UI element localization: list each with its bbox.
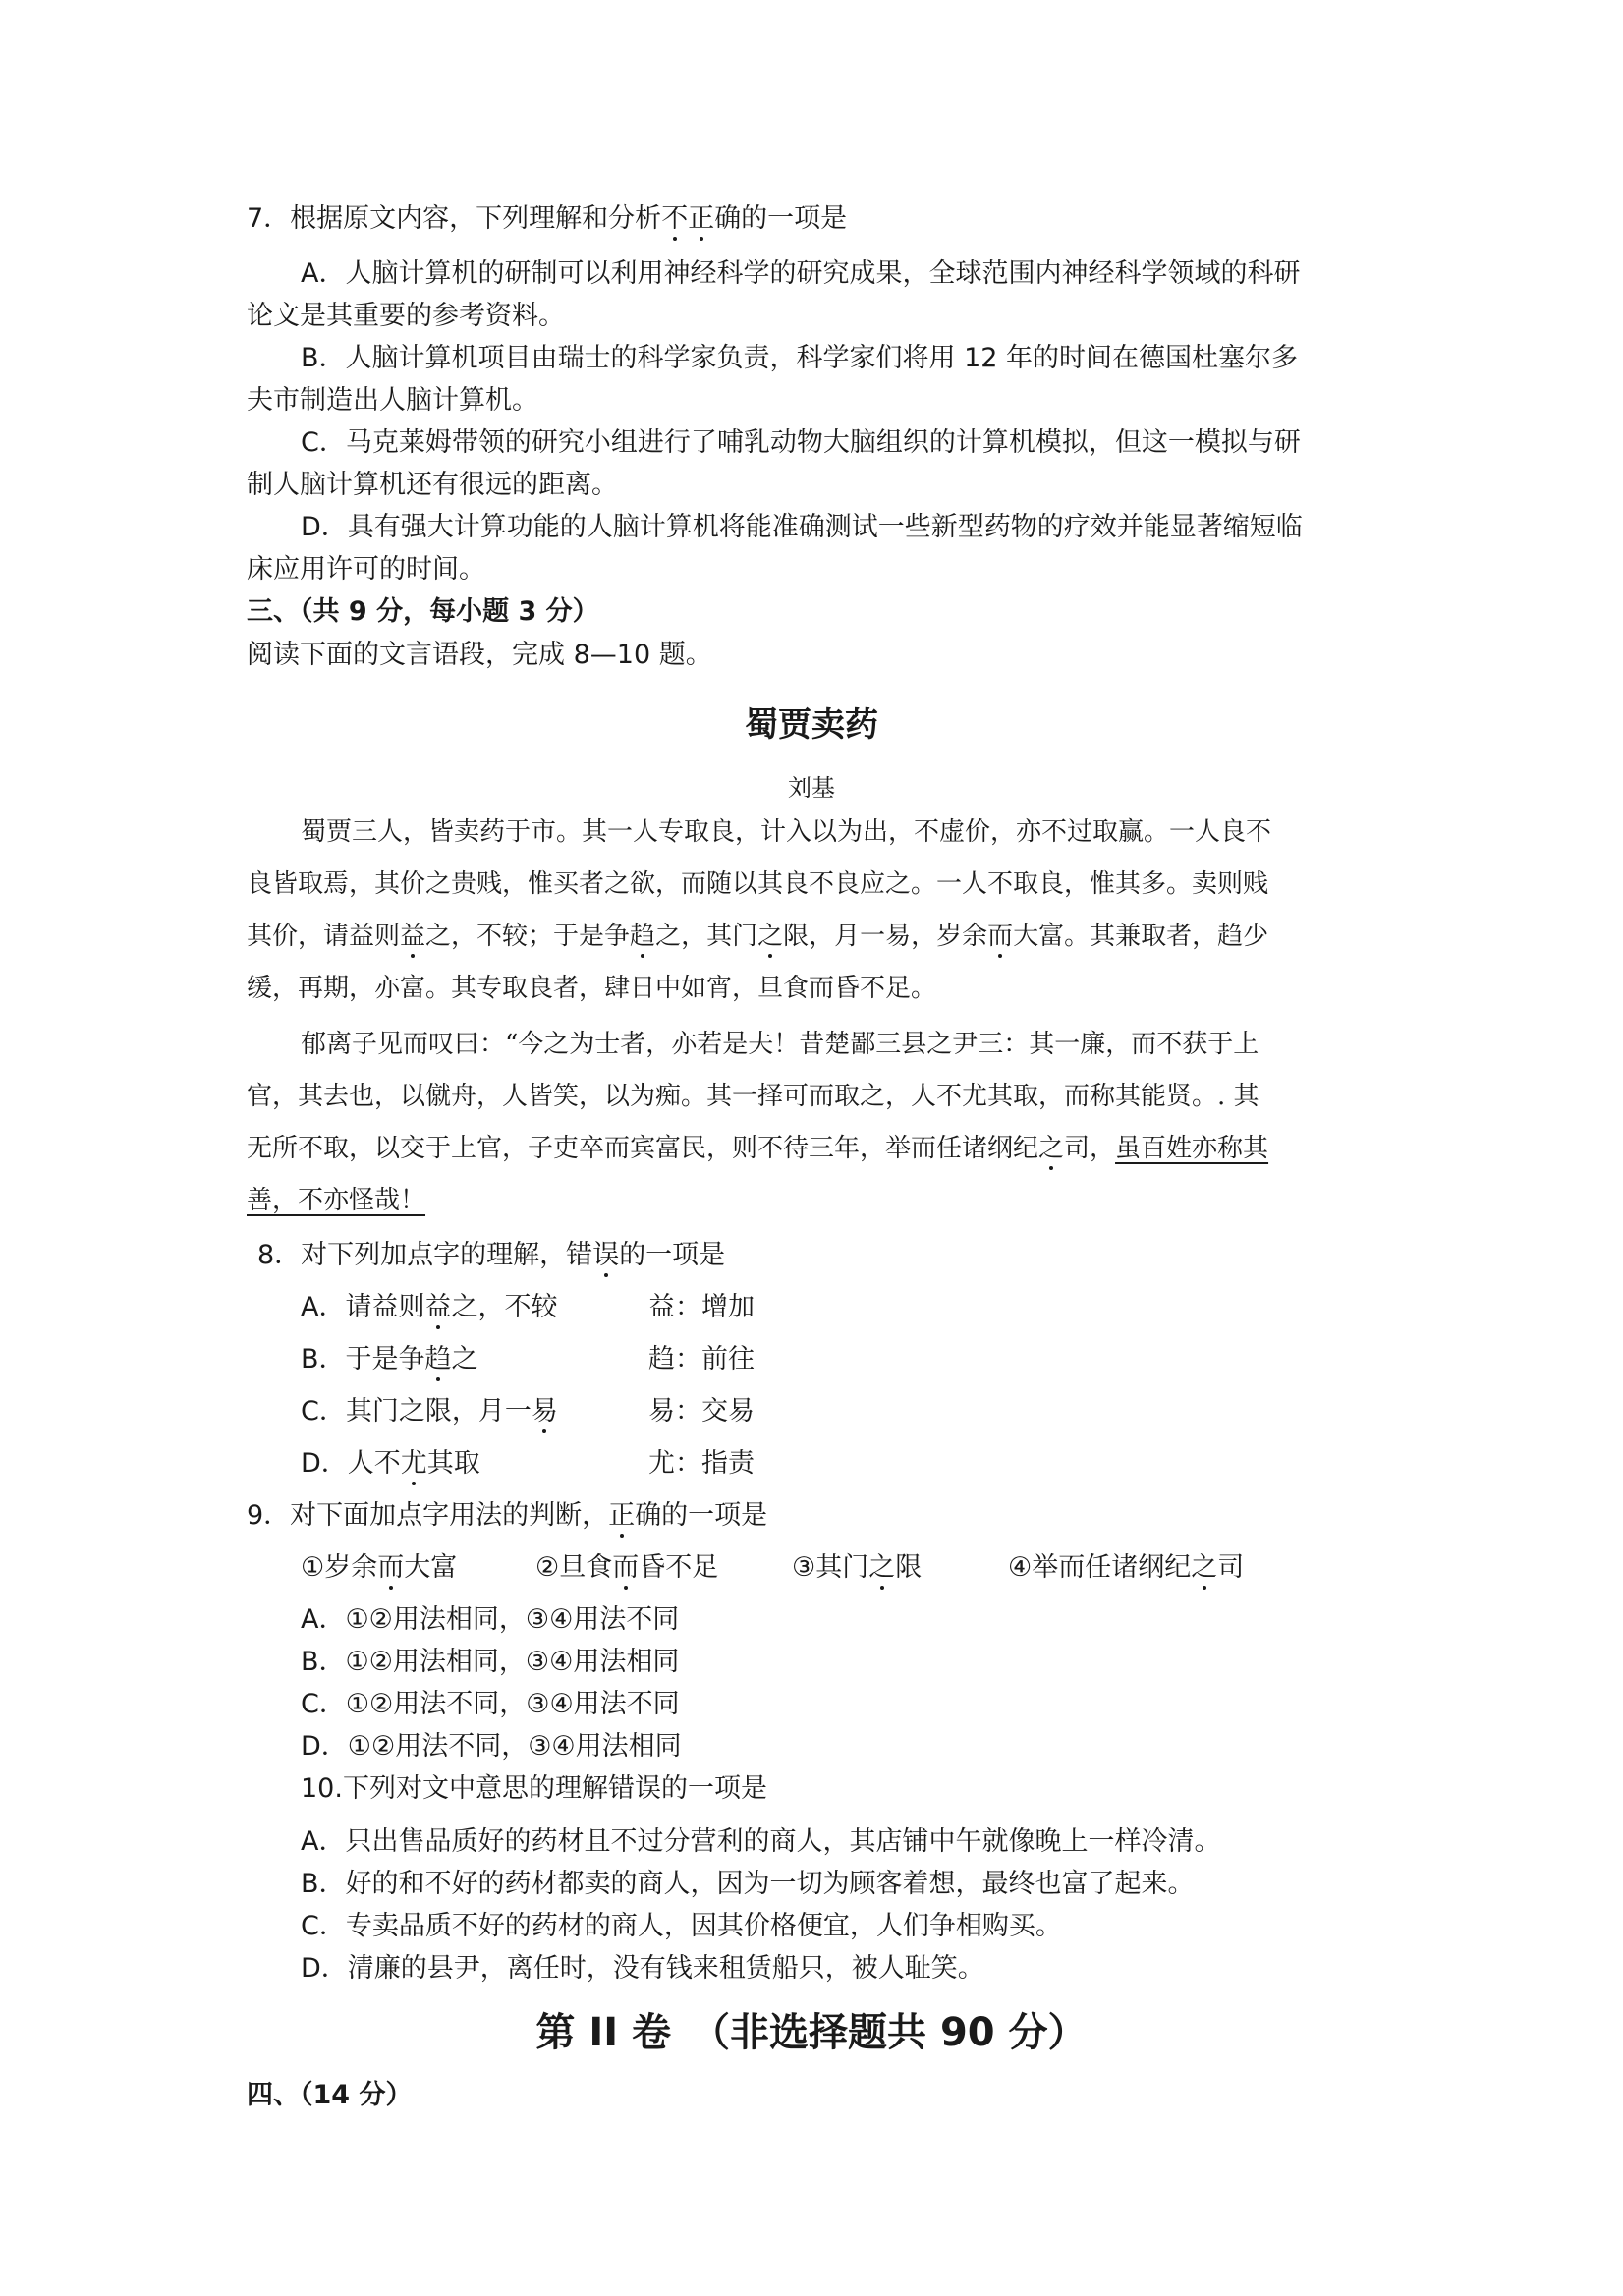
- q9-stem: 9．对下面加点字用法的判断，正确的一项是: [247, 1500, 768, 1531]
- q7-option-a-line1: A．人脑计算机的研制可以利用神经科学的研究成果，全球范围内神经科学领域的科研: [301, 258, 1301, 289]
- q7-stem: 7．根据原文内容，下列理解和分析不正确的一项是: [247, 203, 848, 234]
- emphasis-dot-char: 误: [592, 1240, 620, 1270]
- q8-gloss-d: 尤：指责: [648, 1448, 755, 1479]
- q10-option-d: D．清廉的县尹，离任时，没有钱来租赁船只，被人耻笑。: [301, 1953, 984, 1984]
- passage-author: 刘基: [788, 774, 835, 802]
- emphasis-dot-char: 正: [688, 203, 715, 234]
- q7-option-a-line2: 论文是其重要的参考资料。: [247, 301, 565, 331]
- section3-intro: 阅读下面的文言语段，完成 8—10 题。: [247, 640, 712, 670]
- q7-option-c-line1: C．马克莱姆带领的研究小组进行了哺乳动物大脑组织的计算机模拟，但这一模拟与研: [301, 427, 1301, 458]
- emphasis-dot-char: 正: [608, 1500, 636, 1531]
- q10-option-c: C．专卖品质不好的药材的商人，因其价格便宜，人们争相购买。: [301, 1911, 1062, 1941]
- emphasis-dot-char: 尤: [400, 1448, 427, 1479]
- q7-option-b-line2: 夫市制造出人脑计算机。: [247, 385, 538, 416]
- underlined-sentence: 善，不亦怪哉！: [247, 1186, 426, 1215]
- emphasis-dot-char: 之: [868, 1552, 896, 1583]
- q8-option-c: C．其门之限，月一易: [301, 1396, 558, 1427]
- passage-line-1: 蜀贾三人，皆卖药于市。其一人专取良，计入以为出，不虚价，亦不过取赢。一人良不: [301, 817, 1272, 847]
- passage-line-8: [247, 1184, 425, 1217]
- passage-line-5: 郁离子见而叹曰：“今之为士者，亦若是夫！昔楚鄙三县之尹三：其一廉，而不获于上: [301, 1030, 1259, 1059]
- q7-option-d-line2: 床应用许可的时间。: [247, 554, 485, 585]
- passage-line-2: 良皆取焉，其价之贵贱，惟买者之欲，而随以其良不良应之。一人不取良，惟其多。卖则贱: [247, 869, 1269, 899]
- q7-option-b-line1: B．人脑计算机项目由瑞士的科学家负责，科学家们将用 12 年的时间在德国杜塞尔多: [301, 343, 1299, 373]
- q9-item-3: ③其门之限: [792, 1552, 923, 1583]
- passage-line-7: 无所不取，以交于上官，子吏卒而宾富民，则不待三年，举而任诸纲纪之司，虽百姓亦称其: [247, 1134, 1269, 1163]
- q10-option-b: B．好的和不好的药材都卖的商人，因为一切为顾客着想，最终也富了起来。: [301, 1869, 1195, 1899]
- passage-line-3: 其价，请益则益之，不较；于是争趋之，其门之限，月一易，岁余而大富。其兼取者，趋少: [247, 922, 1269, 951]
- q9-item-2: ②旦食而昏不足: [535, 1552, 719, 1583]
- emphasis-dot-char: 趋: [630, 922, 656, 951]
- emphasis-dot-char: 之: [1038, 1134, 1065, 1163]
- emphasis-dot-char: 不: [661, 203, 689, 234]
- q9-option-d: D．①②用法不同，③④用法相同: [301, 1731, 682, 1762]
- q8-option-d: D．人不尤其取: [301, 1448, 480, 1479]
- emphasis-dot-char: 益: [424, 1292, 452, 1322]
- passage-line-6: 官，其去也，以僦舟，人皆笑，以为痴。其一择可而取之，人不尤其取，而称其能贤。. 其: [247, 1082, 1259, 1111]
- emphasis-dot-char: 之: [757, 922, 784, 951]
- emphasis-dot-char: 趋: [424, 1344, 452, 1374]
- part2-title: 第 II 卷 （非选择题共 90 分）: [535, 2010, 1088, 2055]
- q8-option-a: A．请益则益之，不较: [301, 1292, 558, 1322]
- q7-option-d-line1: D．具有强大计算功能的人脑计算机将能准确测试一些新型药物的疗效并能显著缩短临: [301, 512, 1303, 542]
- passage-title: 蜀贾卖药: [745, 705, 878, 745]
- q10-option-a: A．只出售品质好的药材且不过分营利的商人，其店铺中午就像晚上一样冷清。: [301, 1826, 1221, 1857]
- q8-gloss-a: 益：增加: [648, 1292, 755, 1322]
- q10-stem: 10.下列对文中意思的理解错误的一项是: [301, 1773, 767, 1804]
- emphasis-dot-char: 而: [377, 1552, 405, 1583]
- q9-option-c: C．①②用法不同，③④用法不同: [301, 1689, 680, 1719]
- q7-option-c-line2: 制人脑计算机还有很远的距离。: [247, 470, 618, 500]
- q9-option-b: B．①②用法相同，③④用法相同: [301, 1647, 680, 1677]
- q9-item-1: ①岁余而大富: [301, 1552, 458, 1583]
- section3-heading: 三、（共 9 分，每小题 3 分）: [247, 596, 599, 627]
- emphasis-dot-char: 易: [531, 1396, 558, 1427]
- q9-option-a: A．①②用法相同，③④用法不同: [301, 1604, 680, 1635]
- emphasis-dot-char: 而: [987, 922, 1014, 951]
- q8-stem: 8．对下列加点字的理解，错误的一项是: [257, 1240, 726, 1270]
- q8-gloss-b: 趋：前往: [648, 1344, 755, 1374]
- emphasis-dot-char: 而: [612, 1552, 640, 1583]
- q9-item-4: ④举而任诸纲纪之司: [1008, 1552, 1245, 1583]
- section4-heading: 四、（14 分）: [247, 2080, 413, 2110]
- emphasis-dot-char: 益: [400, 922, 426, 951]
- underlined-sentence: 虽百姓亦称其: [1115, 1134, 1269, 1163]
- q8-gloss-c: 易：交易: [648, 1396, 755, 1427]
- q8-option-b: B．于是争趋之: [301, 1344, 478, 1374]
- passage-line-4: 缓，再期，亦富。其专取良者，肆日中如宵，旦食而昏不足。: [247, 974, 937, 1003]
- emphasis-dot-char: 之: [1191, 1552, 1218, 1583]
